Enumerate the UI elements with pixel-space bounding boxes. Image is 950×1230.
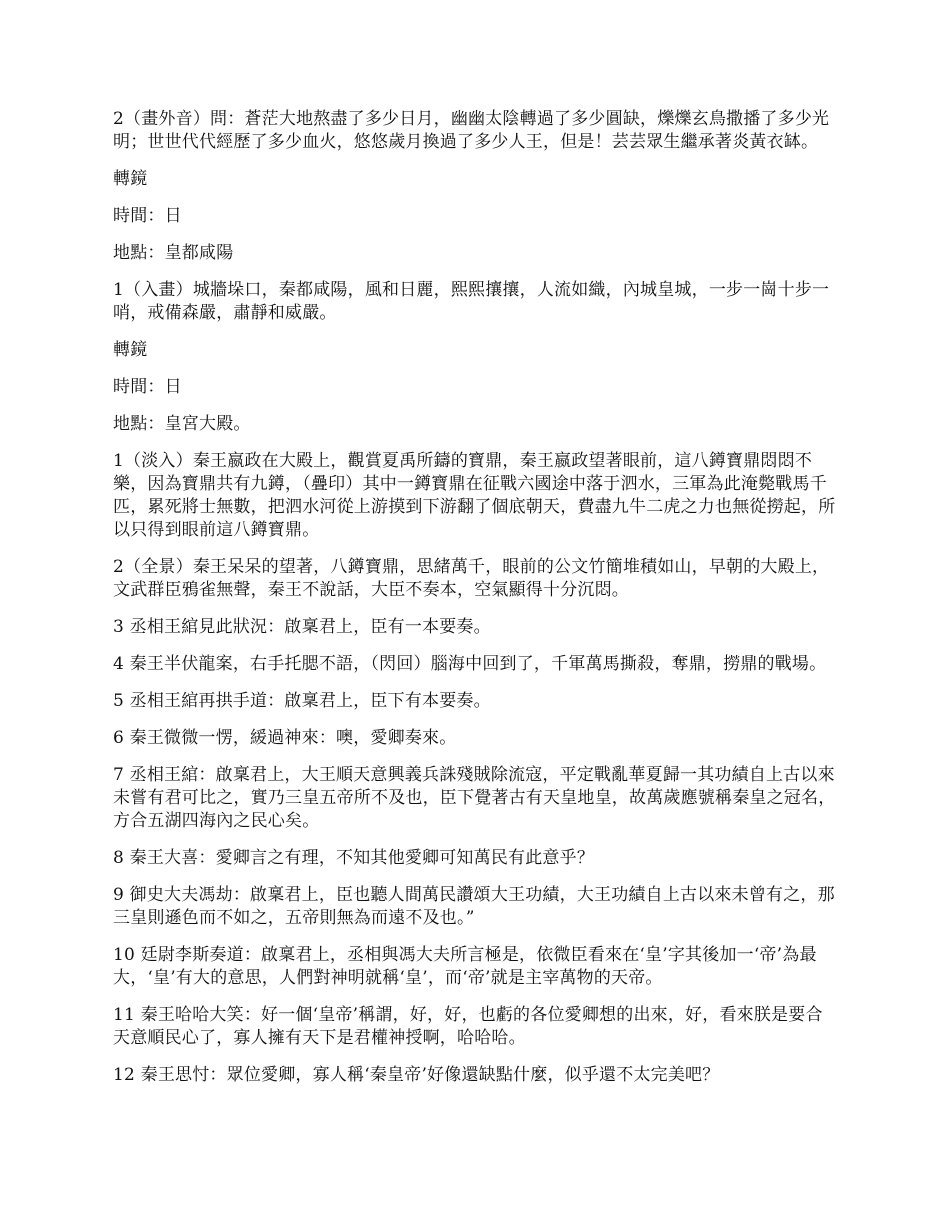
- document-body: [113, 108, 837, 1101]
- paragraph-narration-voiceover: 2（畫外音）問：蒼茫大地熬盡了多少日月，幽幽太陰轉過了多少圓缺，爍爍玄鳥撒播了多少光明；世世代代經歷了多少血火，悠悠歲月換過了多少人王，但是！芸芸眾生繼承著炎黃衣缽。: [113, 109, 830, 152]
- paragraph-dialogue: 4 秦王半伏龍案，右手托腮不語，（閃回）腦海中回到了，千軍萬馬撕殺，奪鼎，撈鼎的戰場。: [113, 654, 827, 674]
- paragraph-scene-change: 轉鏡: [113, 340, 148, 360]
- paragraph-dialogue: 5 丞相王綰再拱手道：啟稟君上，臣下有本要奏。: [113, 691, 491, 711]
- paragraph-dialogue: 8 秦王大喜：愛卿言之有理，不知其他愛卿可知萬民有此意乎？: [113, 848, 595, 868]
- paragraph-dialogue: 12 秦王思忖：眾位愛卿，寡人稱‘秦皇帝’好像還缺點什麼，似乎還不太完美吧？: [113, 1065, 720, 1085]
- paragraph-shot: 2（全景）秦王呆呆的望著，八鐏寶鼎，思緒萬千，眼前的公文竹簡堆積如山，早朝的大殿上，文武群臣鴉雀無聲，秦王不說話，大臣不奏本，空氣顯得十分沉悶。: [113, 557, 830, 600]
- paragraph-dialogue: 9 御史大夫馮劫：啟稟君上，臣也聽人間萬民讚頌大王功績，大王功績自上古以來未曾有之，那三皇則遜色而不如之，五帝則無為而遠不及也。”: [113, 885, 835, 928]
- paragraph-dialogue: 6 秦王微微一愣，緩過神來：噢，愛卿奏來。: [113, 728, 457, 748]
- paragraph-time: 時間：日: [113, 206, 182, 226]
- paragraph-dialogue: 3 丞相王綰見此狀況：啟稟君上，臣有一本要奏。: [113, 617, 491, 637]
- paragraph-time: 時間：日: [113, 377, 182, 397]
- paragraph-dialogue: 10 廷尉李斯奏道：啟稟君上，丞相與馮大夫所言極是，依微臣看來在‘皇’字其後加一‘帝’為最大，‘皇’有大的意思，人們對神明就稱‘皇’，而‘帝’就是主宰萬物的天帝。: [113, 945, 817, 988]
- paragraph-shot: 1（淡入）秦王嬴政在大殿上，觀賞夏禹所鑄的寶鼎，秦王嬴政望著眼前，這八鐏寶鼎悶悶不樂，因為寶鼎共有九鐏，（疊印）其中一鐏寶鼎在征戰六國途中落于泗水，三軍為此淹斃戰馬千匹，累死將士無數，把泗水河從上游摸到下游翻了個底朝天，費盡九牛二虎之力也無從撈起，所以只得到眼前這八鐏寶鼎。: [113, 451, 836, 540]
- paragraph-location: 地點：皇都咸陽: [113, 243, 234, 263]
- paragraph-location: 地點：皇宮大殿。: [113, 414, 251, 434]
- paragraph-scene-change: 轉鏡: [113, 169, 148, 189]
- paragraph-dialogue: 7 丞相王綰：啟稟君上，大王順天意興義兵誅殘賊除流寇，平定戰亂華夏歸一其功績自上古以來未嘗有君可比之，實乃三皇五帝所不及也，臣下覺著古有天皇地皇，故萬歲應號稱秦皇之冠名，方合五湖四海內之民心矣。: [113, 765, 836, 831]
- paragraph-shot: 1（入畫）城牆垛口，秦都咸陽，風和日麗，熙熙攘攘，人流如織，內城皇城，一步一崗十步一哨，戒備森嚴，肅靜和威嚴。: [113, 280, 830, 323]
- paragraph-dialogue: 11 秦王哈哈大笑：好一個‘皇帝’稱謂，好，好，也虧的各位愛卿想的出來，好，看來朕是要合天意順民心了，寡人擁有天下是君權神授啊，哈哈哈。: [113, 1005, 823, 1048]
